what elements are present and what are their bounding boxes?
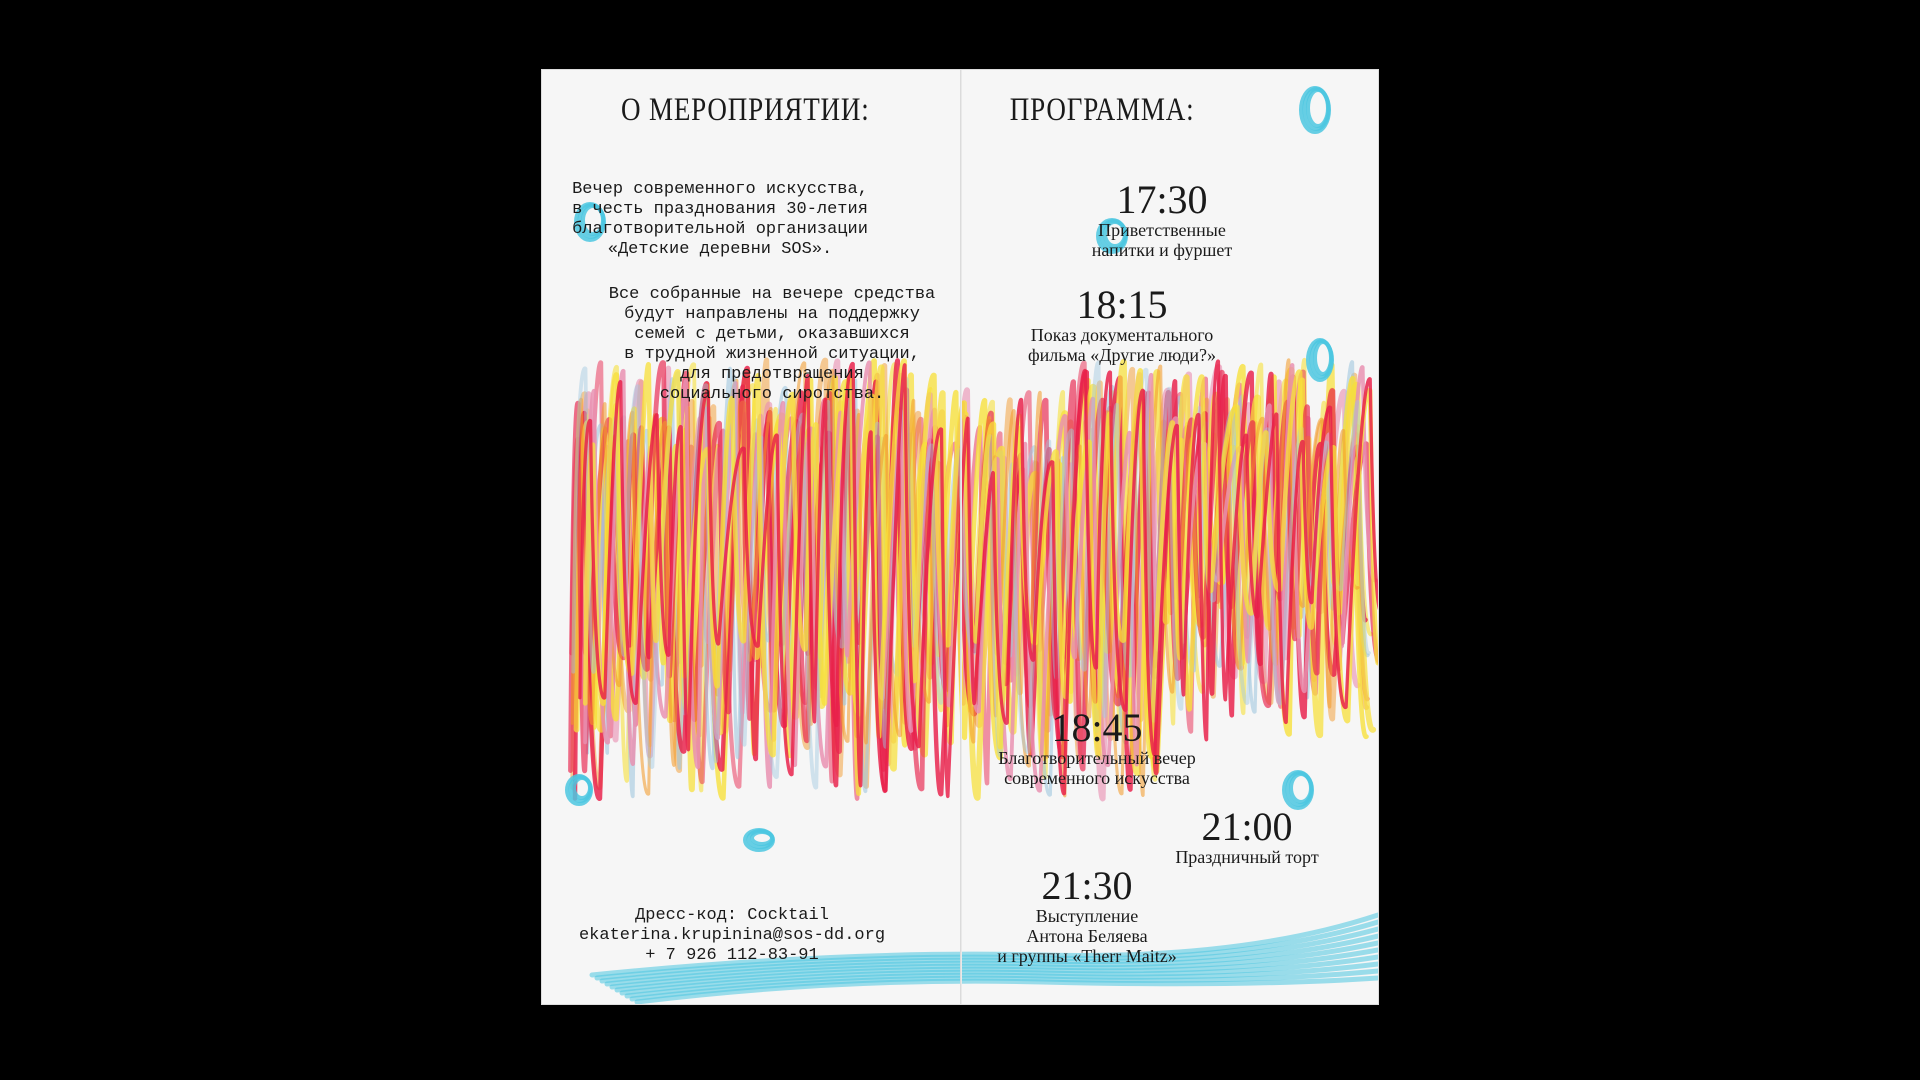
- schedule-item: 18:15 Показ документального фильма «Другие люди?»: [997, 285, 1247, 365]
- program-heading: ПРОГРАММА:: [1009, 92, 1195, 128]
- crayon-circle: [567, 776, 591, 804]
- mission-text: Все собранные на вечере средства будут направлены на поддержку семей с детьми, оказавшихся в трудной жизненной ситуации, для предотвращения социального сиротства.: [608, 285, 936, 404]
- crayon-circle: [1308, 90, 1328, 126]
- crayon-circle: [752, 832, 772, 844]
- center-fold: [960, 70, 962, 1004]
- crayon-circle: [571, 777, 591, 801]
- crayon-circle: [1305, 89, 1329, 129]
- schedule-item: 18:45 Благотворительный вечер современного искусства: [962, 708, 1232, 788]
- crayon-circle: [1291, 774, 1311, 802]
- schedule-item: 17:30 Приветственные напитки и фуршет: [1047, 180, 1277, 260]
- schedule-item: 21:00 Праздничный торт: [1137, 807, 1357, 867]
- crayon-circle: [1301, 88, 1329, 132]
- contacts-block: [562, 906, 902, 966]
- contact-email[interactable]: ekaterina.krupinina@sos-dd.org: [578, 926, 886, 945]
- dress-code: Дресс-код: Cocktail: [635, 906, 829, 925]
- schedule-time: 21:30: [1041, 863, 1133, 908]
- contact-phone[interactable]: + 7 926 112-83-91: [645, 946, 819, 965]
- crayon-wash: [632, 971, 1378, 999]
- booklet: [542, 70, 1378, 1004]
- schedule-item: 21:30 Выступление Антона Беляева и группы «Therr Maitz»: [962, 866, 1212, 966]
- crayon-circle: [1288, 773, 1312, 805]
- schedule-time: 17:30: [1116, 177, 1208, 222]
- schedule-time: 18:15: [1076, 282, 1168, 327]
- crayon-circle: [1315, 342, 1331, 374]
- crayon-circle: [1284, 772, 1312, 808]
- crayon-circle: [749, 831, 773, 847]
- crayon-circle: [1312, 341, 1332, 377]
- schedule-time: 18:45: [1051, 705, 1143, 750]
- intro-text: Вечер современного искусства, в честь празднования 30-летия благотворительной организации «Детские деревни SOS».: [572, 180, 868, 259]
- crayon-circle: [1308, 340, 1332, 380]
- crayon-circle: [745, 830, 773, 850]
- crayon-wash: [627, 964, 1378, 996]
- schedule-time: 21:00: [1201, 804, 1293, 849]
- crayon-circle: [574, 778, 590, 798]
- about-heading: О МЕРОПРИЯТИИ:: [621, 92, 870, 128]
- crayon-wash: [637, 978, 1378, 1002]
